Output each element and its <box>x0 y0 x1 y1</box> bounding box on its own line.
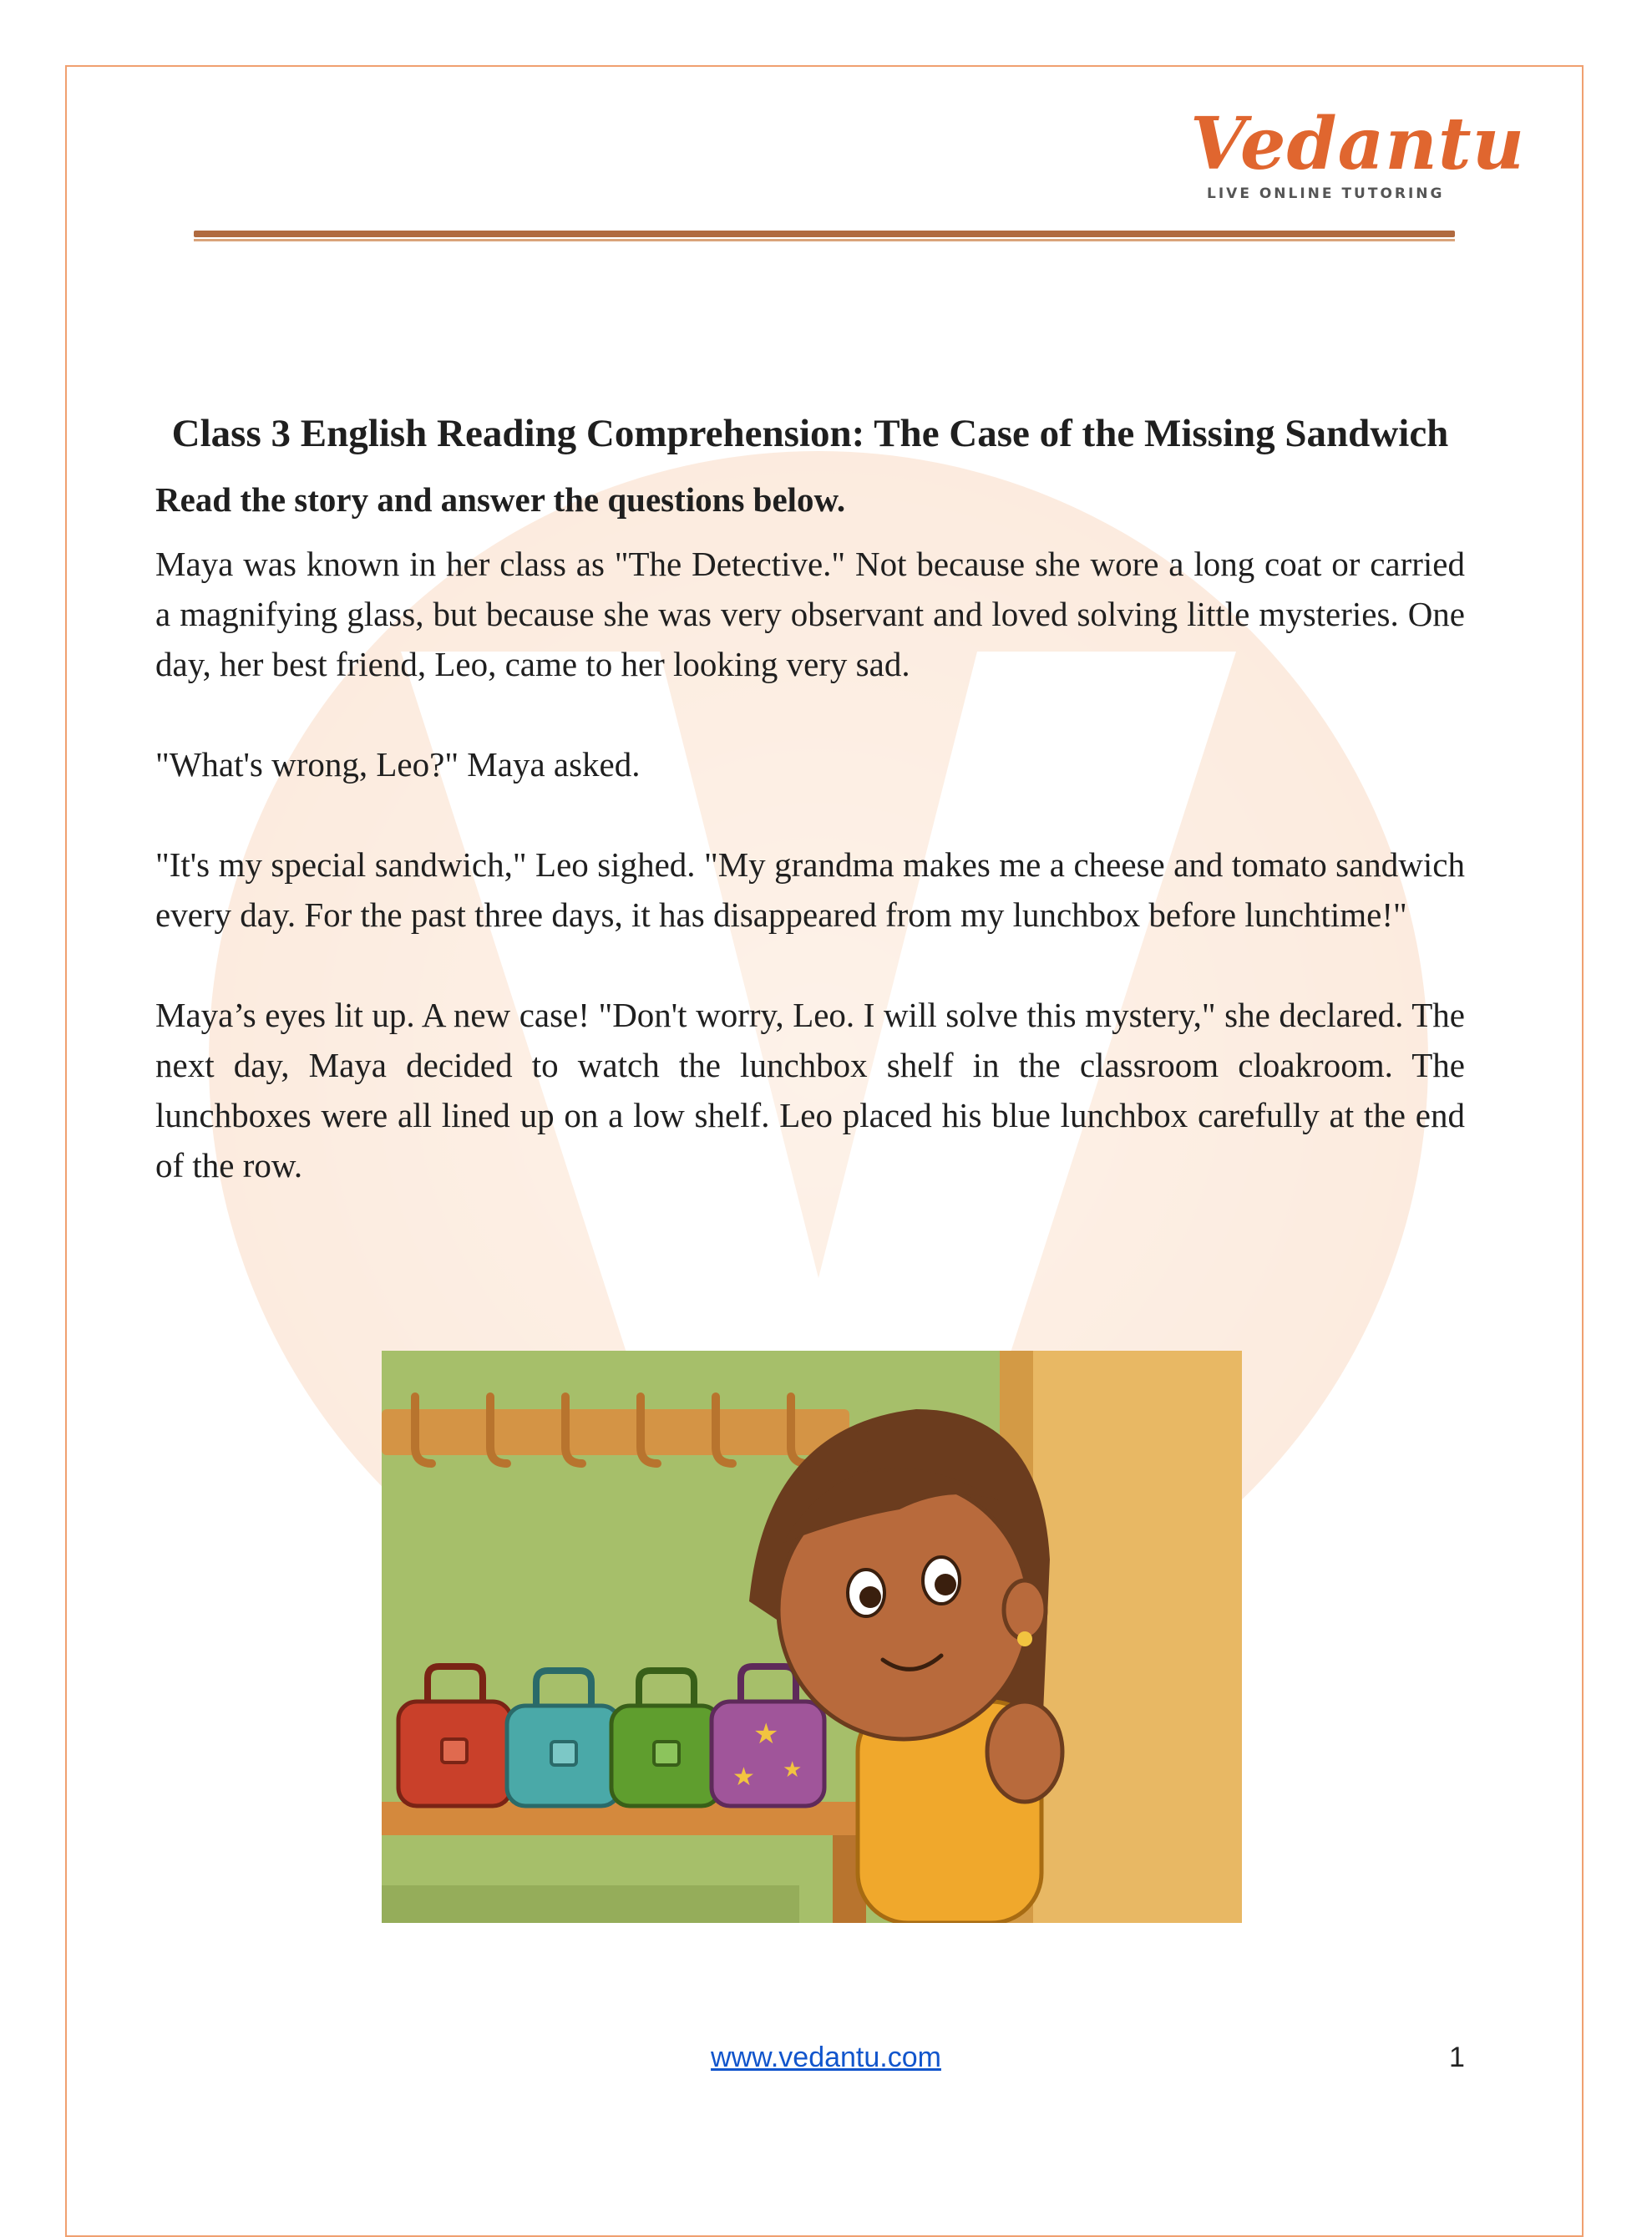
story-paragraph-2: "What's wrong, Leo?" Maya asked. <box>155 745 641 784</box>
coat-hook-rail <box>382 1409 849 1455</box>
story-paragraph-4: Maya’s eyes lit up. A new case! "Don't worry, Leo. I will solve this mystery," she declared. The next day, Maya decided to watch the lunchbox shelf in the classroom cloakroom. The lunchboxes were all lined up on a low shelf. Leo placed his blue lunchbox carefully at the end of the row. <box>155 996 1465 1184</box>
story-illustration <box>382 1351 1242 1923</box>
header-rule <box>194 231 1455 237</box>
story-paragraph-1: Maya was known in her class as "The Detective." Not because she wore a long coat or carried a magnifying glass, but because she was very observant and loved solving little mysteries. One day, her best friend, Leo, came to her looking very sad. <box>155 545 1465 683</box>
logo-tagline: LIVE ONLINE TUTORING <box>1207 185 1445 202</box>
vedantu-logo <box>1190 102 1526 217</box>
header-rule-accent <box>194 239 1455 241</box>
document-body <box>155 405 1465 1240</box>
page-number: 1 <box>1449 2042 1465 2073</box>
page-title: Class 3 English Reading Comprehension: The Case of the Missing Sandwich <box>171 412 1449 455</box>
logo-word: Vedantu <box>1190 102 1526 186</box>
story-paragraph-3: "It's my special sandwich," Leo sighed. "My grandma makes me a cheese and tomato sandwich every day. For the past three days, it has disappeared from my lunchbox before lunchtime!" <box>155 845 1465 934</box>
svg-text:★: ★ <box>783 1758 803 1783</box>
footer-link[interactable]: www.vedantu.com <box>711 2042 941 2073</box>
instruction-text: Read the story and answer the questions below. <box>155 480 846 519</box>
svg-text:★: ★ <box>732 1763 755 1792</box>
svg-text:★: ★ <box>753 1717 779 1751</box>
